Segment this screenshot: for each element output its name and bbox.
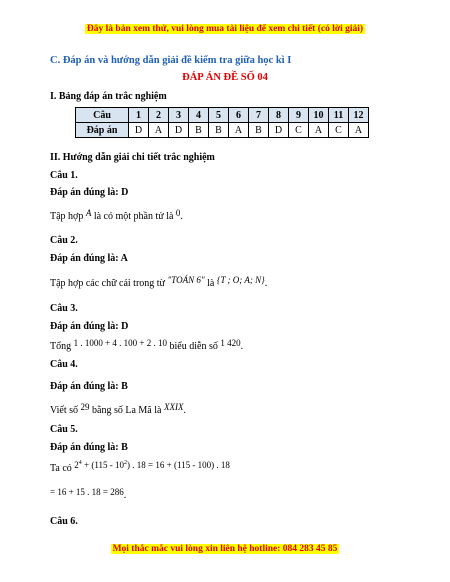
q3-text-pre: Tổng <box>50 341 72 352</box>
q5-part-c: ) . 18 = 16 + (115 - 100) . 18 <box>127 460 230 470</box>
q4-period: . <box>183 405 186 416</box>
section-2-heading: II. Hướng dẫn giải chi tiết trắc nghiệm <box>50 152 215 163</box>
question-4-answer: Đáp án đúng là: B <box>50 381 128 392</box>
q1-text-mid: là có một phần tử là <box>93 211 174 222</box>
q3-text-mid: biểu diễn số <box>169 341 218 352</box>
question-1-title: Câu 1. <box>50 170 78 181</box>
preview-notice-text: Đây là bản xem thử, vui lòng mua tài liệu để xem chi tiết (có lời giải) <box>86 24 364 34</box>
question-number: 9 <box>289 108 309 123</box>
q5-exponent-1: 4 <box>78 460 82 466</box>
answer-cell: A <box>349 123 369 138</box>
preview-notice-banner <box>0 24 450 34</box>
question-number: 8 <box>269 108 289 123</box>
q5-exponent-2: 2 <box>124 460 128 466</box>
question-4-explanation <box>50 402 186 416</box>
q5-part-b: + (115 - 10 <box>81 460 125 470</box>
answer-cell: C <box>289 123 309 138</box>
question-number: 7 <box>249 108 269 123</box>
q2-text-pre: Tập hợp các chữ cái trong từ <box>50 278 165 289</box>
q1-math-zero: 0 <box>175 208 181 218</box>
question-5-answer: Đáp án đúng là: B <box>50 442 128 453</box>
answer-cell: A <box>309 123 329 138</box>
answer-cell: B <box>209 123 229 138</box>
answer-table <box>75 107 369 138</box>
question-6-title: Câu 6. <box>50 516 78 527</box>
question-3-answer: Đáp án đúng là: D <box>50 321 129 332</box>
q4-text-pre: Viết số <box>50 405 79 416</box>
answer-cell: C <box>329 123 349 138</box>
q1-text-pre: Tập hợp <box>50 211 84 222</box>
hotline-text: Mọi thắc mắc vui lòng xin liên hệ hotline: 084 283 45 85 <box>112 544 338 554</box>
question-5-title: Câu 5. <box>50 424 78 435</box>
answer-cell: D <box>169 123 189 138</box>
q4-math-roman: XXIX <box>163 402 184 412</box>
question-5-line-2 <box>50 487 127 501</box>
question-2-title: Câu 2. <box>50 235 78 246</box>
q5-period: . <box>123 490 127 501</box>
question-5-line-1 <box>50 460 230 474</box>
q2-math-word: "TOÁN 6" <box>167 275 205 285</box>
header-cau: Câu <box>76 108 129 123</box>
q1-period: . <box>180 211 183 222</box>
q4-math-number: 29 <box>80 402 90 412</box>
q3-math-result: 1 420 <box>220 338 241 348</box>
question-number: 5 <box>209 108 229 123</box>
question-number: 10 <box>309 108 329 123</box>
q5-text-pre: Ta có <box>50 463 72 474</box>
question-3-explanation <box>50 338 244 352</box>
q2-math-set: {T ; O; A; N} <box>216 275 265 285</box>
question-2-answer: Đáp án đúng là: A <box>50 253 128 264</box>
q1-math-set: A <box>85 208 92 218</box>
answer-cell: D <box>269 123 289 138</box>
header-dap-an: Đáp án <box>76 123 129 138</box>
q5-base: 2 <box>74 460 79 470</box>
answer-table-answer-row <box>76 123 369 138</box>
q3-math-sum: 1 . 1000 + 4 . 100 + 2 . 10 <box>73 338 168 348</box>
q3-period: . <box>240 341 244 352</box>
q2-text-mid: là <box>207 278 215 289</box>
question-3-title: Câu 3. <box>50 303 78 314</box>
question-number: 6 <box>229 108 249 123</box>
answer-cell: B <box>189 123 209 138</box>
question-number: 3 <box>169 108 189 123</box>
answer-cell: A <box>229 123 249 138</box>
question-number: 2 <box>149 108 169 123</box>
exam-title: ĐÁP ÁN ĐỀ SỐ 04 <box>182 72 268 83</box>
answer-cell: A <box>149 123 169 138</box>
q5-math-result: = 16 + 15 . 18 = 286 <box>50 487 124 497</box>
question-number: 11 <box>329 108 349 123</box>
question-1-explanation <box>50 208 183 222</box>
answer-cell: B <box>249 123 269 138</box>
q4-text-mid: bằng số La Mã là <box>92 405 162 416</box>
section-1-heading: I. Bảng đáp án trắc nghiệm <box>50 91 167 102</box>
q5-math-expression <box>74 460 230 470</box>
question-number: 12 <box>349 108 369 123</box>
q2-period: . <box>264 278 268 289</box>
hotline-banner <box>0 544 450 554</box>
question-number: 1 <box>129 108 149 123</box>
question-4-title: Câu 4. <box>50 359 78 370</box>
question-2-explanation <box>50 275 268 289</box>
answer-table-header-row <box>76 108 369 123</box>
question-1-answer: Đáp án đúng là: D <box>50 187 129 198</box>
answer-cell: D <box>129 123 149 138</box>
section-c-heading: C. Đáp án và hướng dẫn giải đề kiểm tra giữa học kì I <box>50 55 292 66</box>
question-number: 4 <box>189 108 209 123</box>
